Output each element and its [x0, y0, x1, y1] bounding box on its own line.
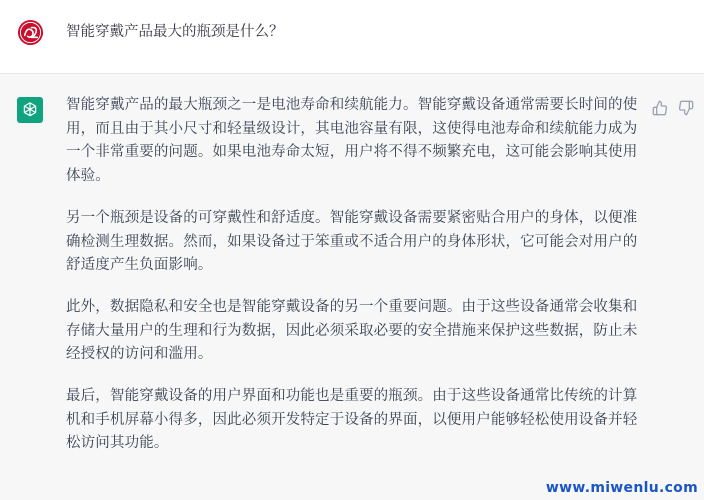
assistant-answer	[66, 94, 644, 474]
feedback-buttons	[652, 100, 694, 116]
thumbs-up-icon[interactable]	[652, 100, 668, 116]
user-question-text: 智能穿戴产品最大的瓶颈是什么？	[66, 24, 284, 40]
answer-paragraph: 此外，数据隐私和安全也是智能穿戴设备的另一个重要问题。由于这些设备通常会收集和存储大量用户的生理和行为数据，因此必须采取必要的安全措施来保护这些数据，防止未经授权的访问和滥用。	[66, 298, 638, 363]
user-message-row	[0, 0, 704, 74]
assistant-message-row	[0, 74, 704, 500]
answer-paragraph: 另一个瓶颈是设备的可穿戴性和舒适度。智能穿戴设备需要紧密贴合用户的身体，以便准确检测生理数据。然而，如果设备过于笨重或不适合用户的身体形状，它可能会对用户的舒适度产生负面影响。	[66, 209, 638, 274]
user-avatar-icon	[17, 19, 44, 46]
answer-paragraph: 智能穿戴产品的最大瓶颈之一是电池寿命和续航能力。智能穿戴设备通常需要长时间的使用，而且由于其小尺寸和轻量级设计，其电池容量有限，这使得电池寿命和续航能力成为一个非常重要的问题。如果电池寿命太短，用户将不得不频繁充电，这可能会影响其使用体验。	[66, 97, 638, 185]
watermark: www.miwenlu.com	[545, 480, 698, 496]
answer-paragraph: 最后，智能穿戴设备的用户界面和功能也是重要的瓶颈。由于这些设备通常比传统的计算机和手机屏幕小得多，因此必须开发特定于设备的界面，以便用户能够轻松使用设备并轻松访问其功能。	[66, 388, 638, 452]
openai-logo-icon	[21, 101, 39, 119]
assistant-avatar	[17, 97, 43, 123]
thumbs-down-icon[interactable]	[678, 100, 694, 116]
